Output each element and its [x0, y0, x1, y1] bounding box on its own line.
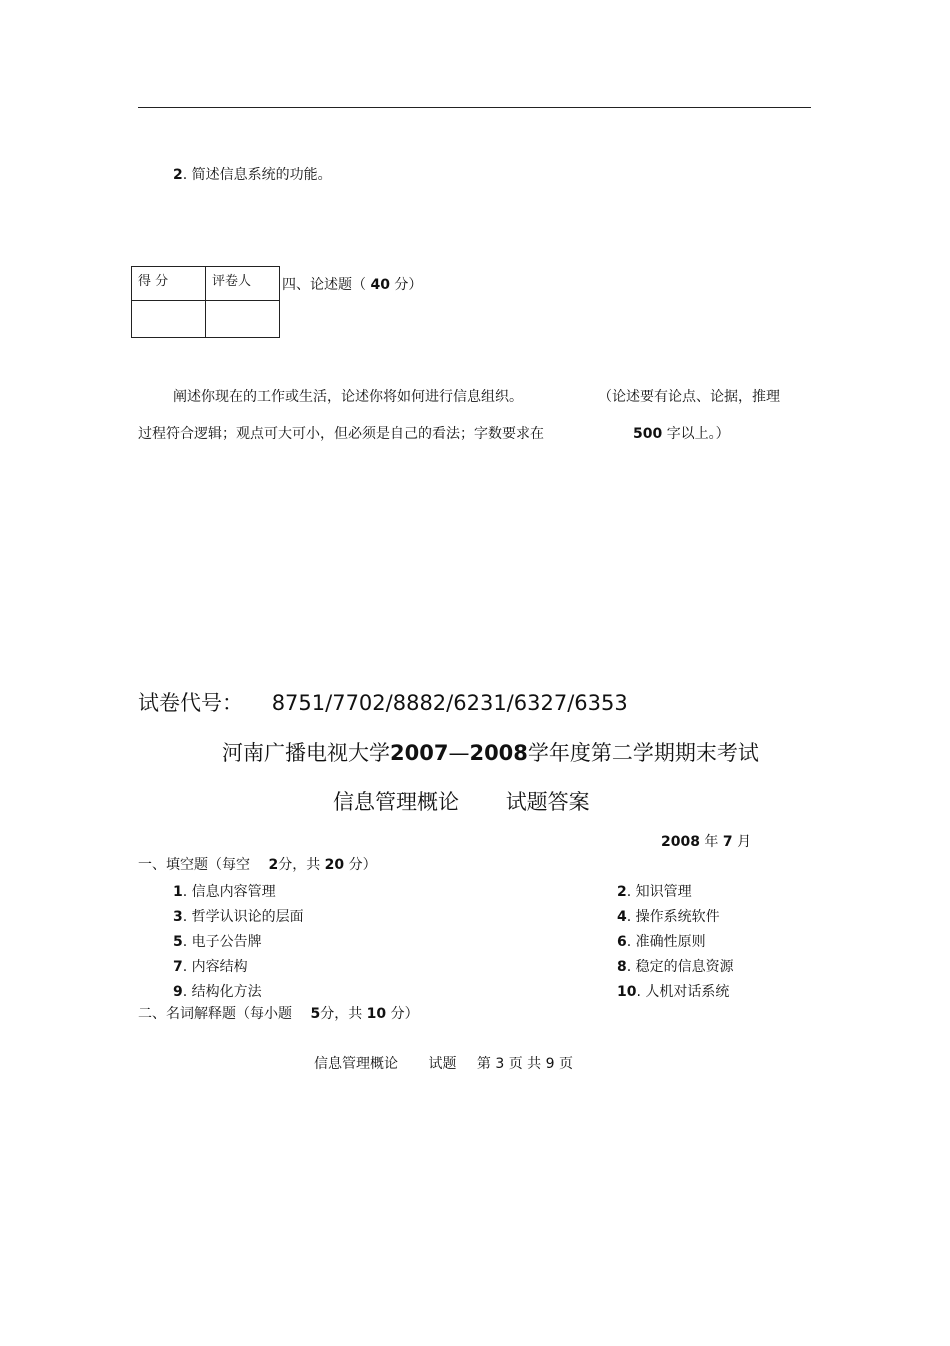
part-1-suffix: 分）: [348, 857, 377, 873]
header-rule: [138, 107, 811, 108]
question-2-text: . 简述信息系统的功能。: [182, 167, 332, 183]
score-table: [131, 266, 280, 338]
score-cell: [132, 301, 206, 338]
part-1-each: 2: [268, 857, 279, 873]
answer-2: 2. 知识管理: [617, 884, 692, 900]
answer-title-suffix: 试题答案: [505, 790, 590, 814]
exam-code: [138, 690, 628, 716]
answer-number: 3: [173, 909, 183, 925]
part-2-mid: 分，共: [320, 1006, 363, 1022]
answer-10: 10. 人机对话系统: [617, 984, 730, 1000]
answer-text: 知识管理: [635, 884, 692, 900]
answer-text: 内容结构: [191, 959, 248, 975]
word-count: 500: [633, 426, 663, 442]
answer-number: 6: [617, 934, 627, 950]
exam-title-university: 河南广播电视大学: [222, 741, 390, 765]
answer-number: 4: [617, 909, 627, 925]
date-year-unit: 年: [704, 834, 719, 850]
exam-date: [661, 833, 751, 851]
part-1-total: 20: [324, 857, 345, 873]
question-2-number: 2: [173, 167, 183, 183]
answer-text: 信息内容管理: [191, 884, 276, 900]
answer-text: 电子公告牌: [191, 934, 262, 950]
exam-title-dash: —: [448, 741, 470, 765]
exam-title-year-2: 2008: [469, 741, 528, 765]
answer-3: 3. 哲学认识论的层面: [173, 909, 304, 925]
word-count-suffix: 字以上。）: [666, 426, 730, 442]
answer-number: 9: [173, 984, 183, 1000]
essay-line-2-main: 过程符合逻辑；观点可大可小，但必须是自己的看法；字数要求在: [138, 426, 544, 442]
footer-course: 信息管理概论: [314, 1056, 398, 1072]
part-2-each: 5: [310, 1006, 321, 1022]
answer-number: 10: [617, 984, 637, 1000]
essay-line-1-note: （论述要有论点、论据，推理: [598, 389, 780, 405]
answer-number: 2: [617, 884, 627, 900]
answer-text: 操作系统软件: [635, 909, 720, 925]
answer-number: 5: [173, 934, 183, 950]
answer-8: 8. 稳定的信息资源: [617, 959, 734, 975]
footer-page-number: 第 3 页 共 9 页: [476, 1056, 573, 1072]
part-1-mid: 分，共: [278, 857, 321, 873]
score-header: 得 分: [132, 267, 206, 301]
answer-text: 准确性原则: [635, 934, 706, 950]
answer-6: 6. 准确性原则: [617, 934, 706, 950]
part-2-prefix: 二、名词解释题（每小题: [138, 1006, 292, 1022]
part-1-heading: [138, 856, 377, 874]
essay-line-1-main: 阐述你现在的工作或生活，论述你将如何进行信息组织。: [173, 389, 523, 405]
exam-title: [222, 740, 759, 766]
exam-title-suffix: 学年度第二学期期末考试: [527, 741, 759, 765]
answer-title-course: 信息管理概论: [333, 790, 459, 814]
answer-text: 哲学认识论的层面: [191, 909, 304, 925]
section-4-suffix: 分）: [394, 277, 423, 293]
date-month-unit: 月: [737, 834, 752, 850]
exam-title-year-1: 2007: [390, 741, 449, 765]
exam-code-label: 试卷代号：: [138, 691, 243, 715]
part-2-total: 10: [366, 1006, 387, 1022]
part-2-suffix: 分）: [390, 1006, 419, 1022]
part-2-heading: [138, 1005, 419, 1023]
answer-text: 人机对话系统: [645, 984, 730, 1000]
exam-code-value: 8751/7702/8882/6231/6327/6353: [271, 691, 628, 715]
answer-title: [333, 789, 590, 815]
date-year: 2008: [661, 834, 700, 850]
page-footer: [314, 1055, 573, 1073]
answer-7: 7. 内容结构: [173, 959, 248, 975]
answer-4: 4. 操作系统软件: [617, 909, 720, 925]
answer-number: 7: [173, 959, 183, 975]
grader-cell: [206, 301, 280, 338]
answer-text: 结构化方法: [191, 984, 262, 1000]
answer-5: 5. 电子公告牌: [173, 934, 262, 950]
answer-9: 9. 结构化方法: [173, 984, 262, 1000]
grader-header: 评卷人: [206, 267, 280, 301]
section-4-heading: [282, 276, 422, 294]
answer-1: 1. 信息内容管理: [173, 884, 276, 900]
answer-text: 稳定的信息资源: [635, 959, 734, 975]
question-2: [173, 166, 332, 184]
section-4-points: 40: [370, 277, 390, 293]
section-4-prefix: 四、论述题（: [282, 277, 366, 293]
answer-number: 1: [173, 884, 183, 900]
date-month: 7: [722, 834, 733, 850]
footer-kind: 试题: [428, 1056, 457, 1072]
essay-line-2-end: [633, 425, 730, 443]
part-1-prefix: 一、填空题（每空: [138, 857, 250, 873]
answer-number: 8: [617, 959, 627, 975]
